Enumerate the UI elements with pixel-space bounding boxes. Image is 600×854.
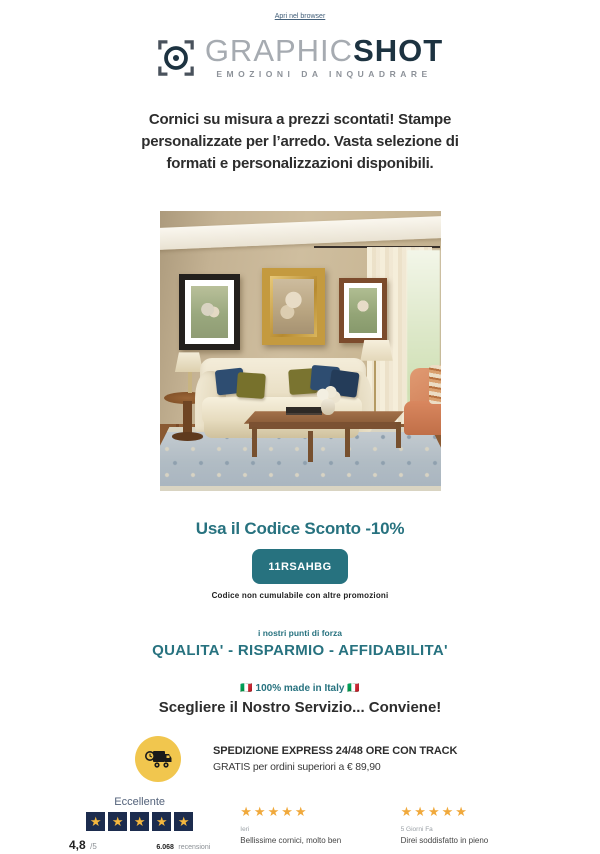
discount-note: Codice non cumulabile con altre promozioni <box>211 591 389 600</box>
intro-text: Cornici su misura a prezzi scontati! Stampe personalizzate per l’arredo. Vasta selezione di formati e personalizzazioni disponibili. <box>141 111 459 172</box>
star-icon: ★ <box>86 812 105 831</box>
discount-code-button[interactable]: 11RSAHBG <box>252 549 348 584</box>
hero-image <box>160 211 441 491</box>
header-bar <box>0 0 600 23</box>
vase <box>321 399 335 416</box>
review-text: Bellissime cornici, molto ben <box>240 836 342 845</box>
shipping-title: SPEDIZIONE EXPRESS 24/48 ORE CON TRACK <box>213 745 458 757</box>
review-stars: ★★★★★ <box>400 804 469 819</box>
review-count: 6.068 <box>156 844 174 851</box>
express-truck-icon <box>135 736 181 782</box>
throw-blanket <box>429 365 440 404</box>
made-in-italy: 🇮🇹 100% made in Italy 🇮🇹 <box>240 683 360 694</box>
strengths-kicker: i nostri punti di forza <box>257 628 343 638</box>
black-photo-frame <box>179 274 239 350</box>
star-icon: ★ <box>108 812 127 831</box>
open-in-browser-link[interactable]: Apri nel browser <box>274 13 326 20</box>
review-count-label: recensioni <box>178 844 211 851</box>
rating-summary[interactable] <box>65 796 214 854</box>
olive-pillow <box>236 372 266 399</box>
discount-heading: Usa il Codice Sconto -10% <box>195 519 405 538</box>
table-lamp <box>175 352 203 372</box>
brand-name-shot: SHOT <box>353 33 444 68</box>
family-photo-2 <box>273 279 314 334</box>
gold-photo-frame <box>262 268 325 345</box>
shipping-subtitle: GRATIS per ordini superiori a € 89,90 <box>213 761 381 773</box>
review-card[interactable] <box>401 796 535 845</box>
review-card[interactable] <box>240 796 374 845</box>
reviews-widget <box>65 796 535 854</box>
brand-name-graphic: GRAPHIC <box>204 33 354 68</box>
brand-tagline: EMOZIONI DA INQUADRARE <box>216 69 432 79</box>
brand-logo <box>0 33 600 79</box>
star-icon: ★ <box>174 812 193 831</box>
rating-stars <box>65 812 214 831</box>
star-icon: ★ <box>130 812 149 831</box>
rating-score-max: /5 <box>90 842 97 851</box>
rating-label: Eccellente <box>114 796 166 808</box>
wood-photo-frame <box>339 278 387 342</box>
floor-lamp-shade <box>360 340 392 361</box>
viewfinder-camera-icon <box>157 39 195 77</box>
review-text: Direi soddisfatto in pieno <box>400 836 489 845</box>
rating-score: 4,8 <box>69 838 86 852</box>
review-stars: ★★★★★ <box>240 804 309 819</box>
shipping-banner <box>135 736 465 782</box>
armchair-seat <box>404 401 441 435</box>
star-icon: ★ <box>152 812 171 831</box>
books <box>286 407 323 413</box>
brand-name <box>204 33 444 68</box>
review-date: Ieri <box>240 826 250 833</box>
strengths-headline: QUALITA' - RISPARMIO - AFFIDABILITA' <box>152 642 448 659</box>
family-photo-3 <box>349 288 377 332</box>
service-tagline: Scegliere il Nostro Servizio... Conviene! <box>158 699 442 716</box>
review-date: 5 Giorni Fa <box>400 826 433 833</box>
family-photo-1 <box>191 286 227 338</box>
